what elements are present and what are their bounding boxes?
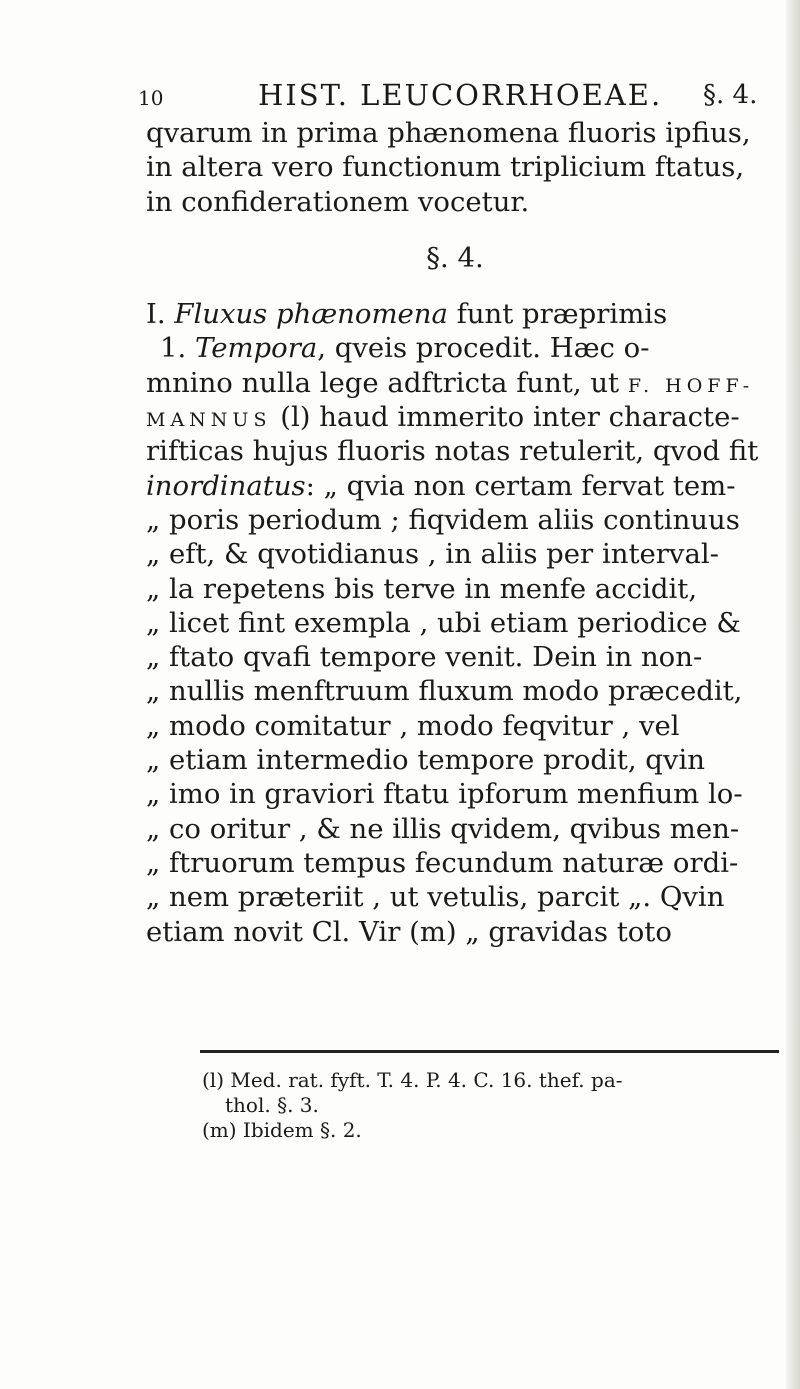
quote-line: „ nem præteriit , ut vetulis, parcit „. Qvin: [146, 881, 725, 914]
text-line: in confiderationem vocetur.: [146, 185, 530, 218]
text-fragment: , qveis procedit. Hæc o-: [317, 332, 650, 365]
quote-line: „ modo comitatur , modo feqvitur , vel: [146, 709, 680, 742]
running-header: [138, 78, 778, 118]
quote-line: „ ftato qvafi tempore venit. Dein in non-: [146, 641, 703, 674]
text-fragment: (l) haud immerito inter characte-: [271, 401, 740, 434]
item-number: I.: [146, 298, 175, 331]
quote-line: „ licet fint exempla , ubi etiam periodice &: [146, 606, 741, 639]
text-line: [146, 297, 786, 331]
italic-term: inordinatus: [146, 469, 306, 502]
item-number: 1.: [160, 332, 195, 365]
text-line: in altera vero functionum triplicium ftatus,: [146, 151, 745, 184]
quote-line: „ eft, & qvotidianus , in aliis per interval-: [146, 538, 719, 571]
quote-line: „ ftruorum tempus fecundum naturæ ordi-: [146, 846, 739, 879]
section-heading: §. 4.: [426, 241, 484, 274]
page-edge: [786, 0, 800, 1389]
quote-line: „ poris periodum ; fiqvidem aliis continuus: [146, 503, 740, 536]
author-name: MANNUS: [146, 409, 272, 432]
page-number: 10: [138, 86, 164, 110]
text-line: rifticas hujus fluoris notas retulerit, qvod fit: [146, 435, 759, 468]
italic-term: Fluxus phænomena: [174, 298, 448, 331]
quote-line: „ nullis menftruum fluxum modo præcedit,: [146, 675, 743, 708]
footnotes: [202, 1068, 782, 1143]
running-title: HIST. LEUCORRHOEAE.: [258, 78, 663, 112]
text-fragment: mnino nulla lege adftricta funt, ut: [146, 366, 620, 399]
italic-term: Tempora: [194, 332, 318, 365]
quote-line: „ imo in graviori ftatu ipforum menfium lo-: [146, 778, 743, 811]
text-line: [146, 366, 786, 400]
main-text: [146, 116, 786, 949]
quote-line: „ la repetens bis terve in menfe accidit,: [146, 572, 698, 605]
footnote-l: (l) Med. rat. fyft. T. 4. P. 4. C. 16. thef. pa-: [202, 1068, 623, 1092]
text-line: [146, 331, 786, 365]
quote-line: „ co oritur , & ne illis qvidem, qvibus men-: [146, 812, 740, 845]
footnote-divider: [200, 1050, 779, 1053]
footnote-l-continued: thol. §. 3.: [225, 1093, 319, 1117]
section-reference: §. 4.: [703, 80, 758, 110]
quote-line: „ etiam intermedio tempore prodit, qvin: [146, 744, 705, 777]
text-fragment: funt præprimis: [447, 298, 668, 331]
text-line: qvarum in prima phænomena fluoris ipfius,: [146, 117, 751, 149]
text-fragment: : „ qvia non certam fervat tem-: [305, 469, 736, 502]
author-name: F. HOFF-: [627, 374, 755, 397]
footnote-m: (m) Ibidem §. 2.: [202, 1118, 362, 1142]
text-line: [146, 400, 786, 434]
text-line: [146, 469, 786, 503]
text-line: etiam novit Cl. Vir (m) „ gravidas toto: [146, 915, 672, 948]
